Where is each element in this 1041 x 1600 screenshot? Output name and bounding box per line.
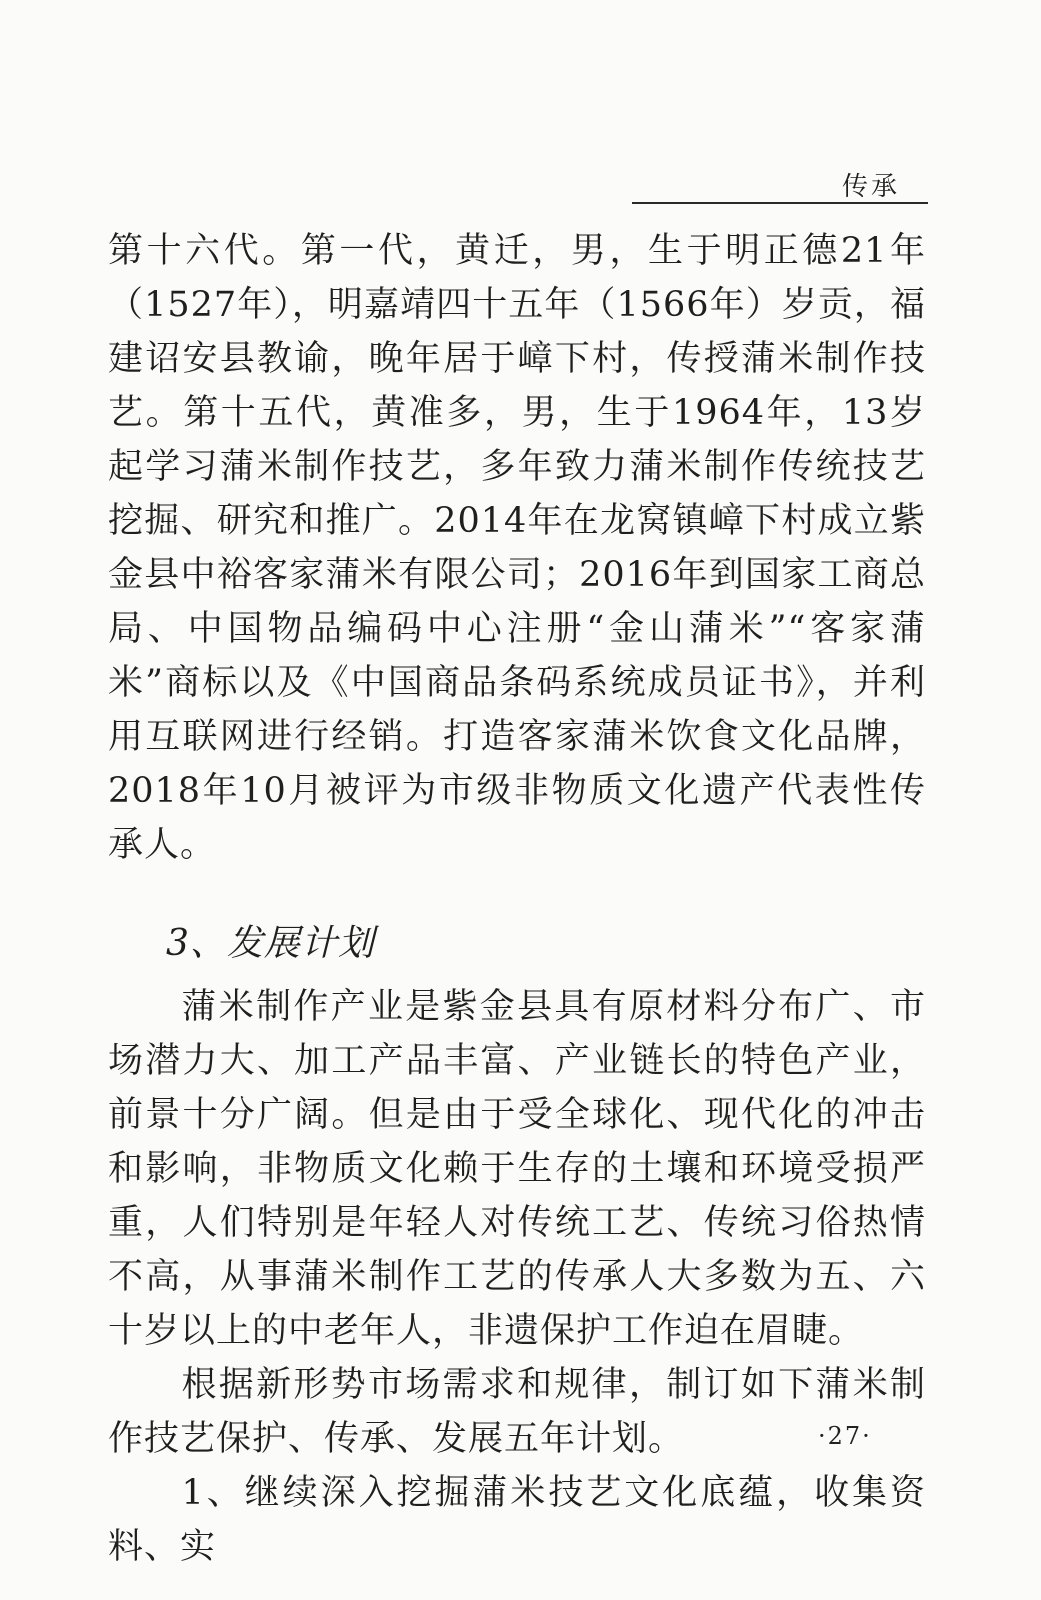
paragraph: 蒲米制作产业是紫金县具有原材料分布广、市场潜力大、加工产品丰富、产业链长的特色产业，前景十分广阔。但是由于受全球化、现代化的冲击和影响，非物质文化赖于生存的土壤和环境受损严重，人们特别是年轻人对传统工艺、传统习俗热情不高，从事蒲米制作工艺的传承人大多数为五、六十岁以上的中老年人，非遗保护工作迫在眉睫。 (108, 987, 926, 1351)
paragraph: 1、继续深入挖掘蒲米技艺文化底蕴，收集资料、实 (108, 1473, 926, 1567)
running-header (632, 160, 928, 204)
header-rule (632, 202, 928, 204)
header-title: 传承 (841, 172, 900, 202)
paragraph-continuation: 第十六代。第一代，黄迁，男，生于明正德21年（1527年），明嘉靖四十五年（1566年）岁贡，福建诏安县教谕，晚年居于嶂下村，传授蒲米制作技艺。第十五代，黄准多，男，生于1964年，13岁起学习蒲米制作技艺，多年致力蒲米制作传统技艺挖掘、研究和推广。2014年在龙窝镇嶂下村成立紫金县中裕客家蒲米有限公司；2016年到国家工商总局、中国物品编码中心注册“金山蒲米”“客家蒲米”商标以及《中国商品条码系统成员证书》，并利用互联网进行经销。打造客家蒲米饮食文化品牌，2018年10月被评为市级非物质文化遗产代表性传承人。 (108, 231, 926, 865)
paragraph: 根据新形势市场需求和规律，制订如下蒲米制作技艺保护、传承、发展五年计划。 (108, 1365, 926, 1459)
body-text (108, 224, 926, 1574)
page-number: ·27· (818, 1422, 872, 1450)
section-heading: 3、发展计划 (166, 923, 375, 964)
